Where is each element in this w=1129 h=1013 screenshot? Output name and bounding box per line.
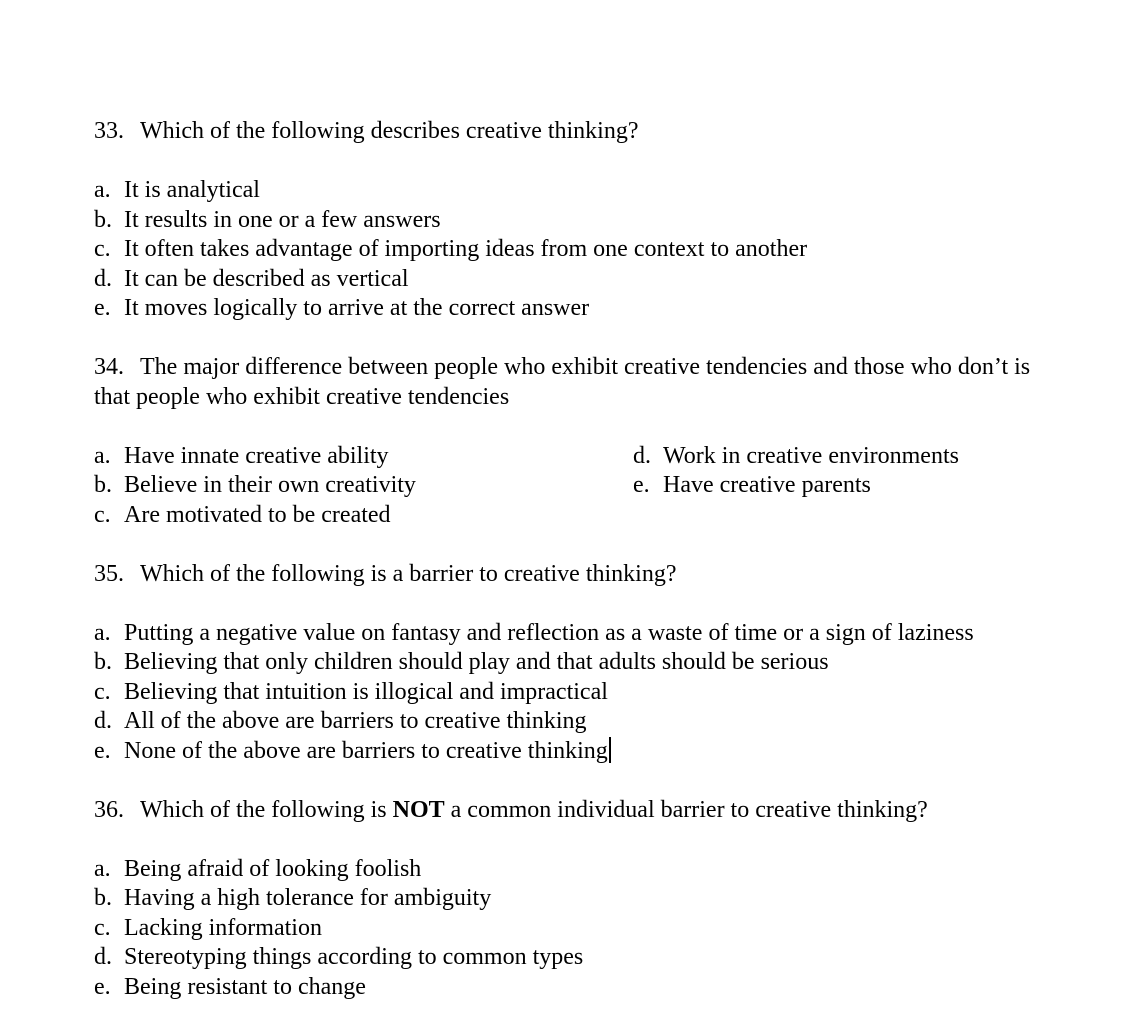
option-letter: b.	[94, 885, 112, 911]
option-text: Believe in their own creativity	[124, 472, 416, 498]
option-text: Stereotyping things according to common types	[124, 944, 584, 970]
option-35e	[94, 736, 611, 766]
option-letter: e.	[94, 295, 111, 321]
option-text: Work in creative environments	[663, 443, 959, 469]
option-letter: e.	[94, 974, 111, 1000]
option-36e	[94, 972, 366, 1002]
option-34c	[94, 500, 391, 530]
option-text: Being resistant to change	[124, 974, 366, 1000]
option-text: All of the above are barriers to creative thinking	[124, 708, 587, 734]
option-text: It often takes advantage of importing ideas from one context to another	[124, 236, 808, 262]
option-letter: b.	[94, 649, 112, 675]
question-text-before: Which of the following is	[140, 797, 393, 823]
option-letter: a.	[94, 856, 111, 882]
option-33a	[94, 175, 260, 205]
option-text: Putting a negative value on fantasy and reflection as a waste of time or a sign of laziness	[124, 620, 974, 646]
option-33b	[94, 205, 441, 235]
question-number: 35.	[94, 561, 124, 587]
option-text: It results in one or a few answers	[124, 207, 441, 233]
text-cursor	[609, 737, 611, 763]
option-letter: a.	[94, 620, 111, 646]
option-letter: a.	[94, 177, 111, 203]
option-letter: d.	[94, 708, 112, 734]
question-text-after: a common individual barrier to creative thinking?	[444, 797, 928, 823]
option-letter: c.	[94, 679, 111, 705]
question-text: Which of the following is a barrier to creative thinking?	[140, 561, 677, 587]
question-36-stem	[94, 795, 928, 825]
option-text: Having a high tolerance for ambiguity	[124, 885, 492, 911]
option-letter: b.	[94, 207, 112, 233]
option-letter: d.	[94, 944, 112, 970]
option-text: Are motivated to be created	[124, 502, 391, 528]
option-text: Have creative parents	[663, 472, 871, 498]
option-35a	[94, 618, 974, 648]
question-number: 34.	[94, 354, 124, 380]
question-35-stem	[94, 559, 676, 589]
option-34b	[94, 470, 416, 500]
option-35b	[94, 647, 829, 677]
question-33-stem	[94, 116, 639, 146]
option-letter: c.	[94, 915, 111, 941]
question-text-line1: The major difference between people who exhibit creative tendencies and those who don’t is	[140, 354, 1031, 380]
option-text: Believing that only children should play and that adults should be serious	[124, 649, 829, 675]
question-34-stem	[94, 352, 1030, 382]
option-text: Lacking information	[124, 915, 322, 941]
option-letter: a.	[94, 443, 111, 469]
option-letter: e.	[94, 738, 111, 764]
option-text: It moves logically to arrive at the correct answer	[124, 295, 590, 321]
option-33c	[94, 234, 807, 264]
option-text: Believing that intuition is illogical and impractical	[124, 679, 608, 705]
option-34e	[633, 470, 871, 500]
question-number: 36.	[94, 797, 124, 823]
option-36d	[94, 942, 583, 972]
option-letter: c.	[94, 502, 111, 528]
option-text: Being afraid of looking foolish	[124, 856, 422, 882]
option-letter: c.	[94, 236, 111, 262]
option-36c	[94, 913, 322, 943]
option-36b	[94, 883, 491, 913]
option-33e	[94, 293, 589, 323]
option-letter: d.	[633, 443, 651, 469]
option-34d	[633, 441, 959, 471]
option-letter: e.	[633, 472, 650, 498]
option-33d	[94, 264, 409, 294]
option-letter: d.	[94, 266, 112, 292]
question-34-stem-continued	[94, 382, 509, 412]
option-text: Have innate creative ability	[124, 443, 389, 469]
option-text: None of the above are barriers to creative thinking	[124, 738, 608, 764]
option-34a	[94, 441, 389, 471]
option-text: It can be described as vertical	[124, 266, 409, 292]
question-text-line2: that people who exhibit creative tendencies	[94, 384, 510, 410]
question-number: 33.	[94, 118, 124, 144]
option-36a	[94, 854, 421, 884]
question-text: Which of the following describes creative thinking?	[140, 118, 639, 144]
option-letter: b.	[94, 472, 112, 498]
option-text: It is analytical	[124, 177, 260, 203]
option-35d	[94, 706, 586, 736]
question-text-emphasis: NOT	[392, 797, 445, 823]
option-35c	[94, 677, 608, 707]
